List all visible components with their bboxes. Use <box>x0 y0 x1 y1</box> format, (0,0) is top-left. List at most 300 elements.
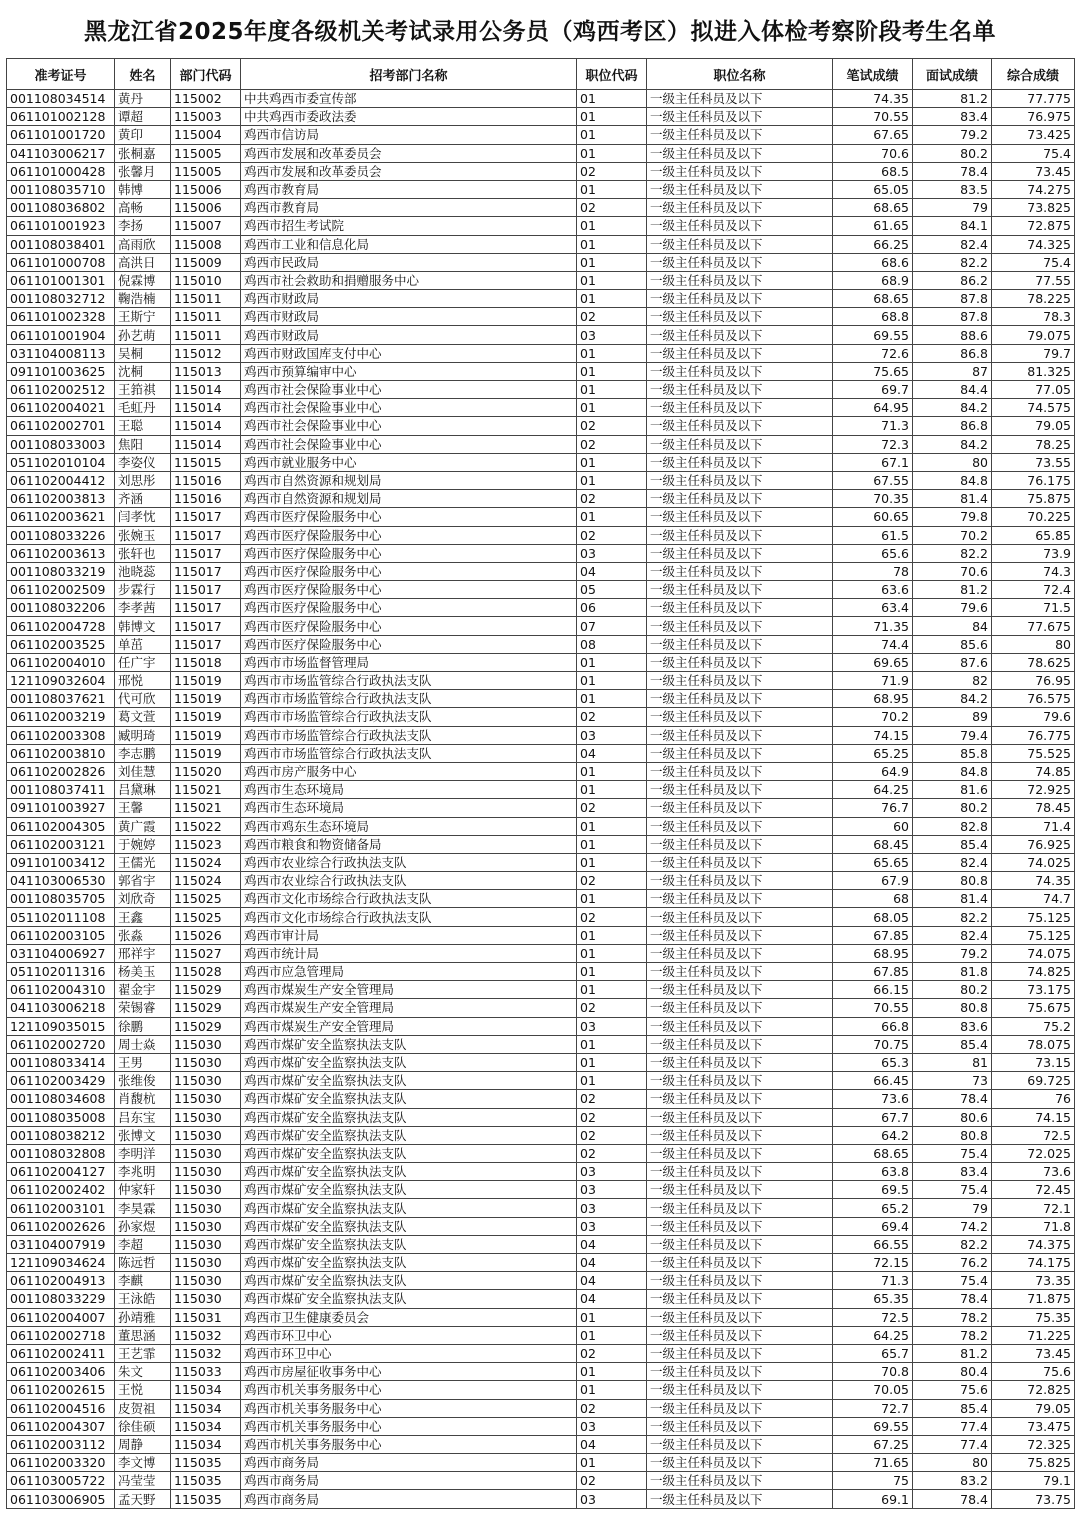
header-name: 姓名 <box>115 59 171 90</box>
position-name-cell: 一级主任科员及以下 <box>647 453 833 471</box>
name-cell: 陈远哲 <box>115 1254 171 1272</box>
name-cell: 徐鹏 <box>115 1017 171 1035</box>
written-score-cell: 76.7 <box>833 799 913 817</box>
dept-name-cell: 鸡西市社会保险事业中心 <box>241 381 577 399</box>
dept-code-cell: 115035 <box>171 1472 241 1490</box>
name-cell: 邢悦 <box>115 672 171 690</box>
position-name-cell: 一级主任科员及以下 <box>647 872 833 890</box>
position-name-cell: 一级主任科员及以下 <box>647 1417 833 1435</box>
position-name-cell: 一级主任科员及以下 <box>647 799 833 817</box>
table-row <box>7 1053 1075 1071</box>
table-row <box>7 872 1075 890</box>
dept-name-cell: 鸡西市招生考试院 <box>241 217 577 235</box>
exam-id-cell: 031104006927 <box>7 944 115 962</box>
interview-score-cell: 82.2 <box>913 544 992 562</box>
position-code-cell: 02 <box>577 799 647 817</box>
dept-name-cell: 鸡西市煤矿安全监察执法支队 <box>241 1108 577 1126</box>
written-score-cell: 65.2 <box>833 1199 913 1217</box>
total-score-cell: 75.4 <box>992 144 1075 162</box>
position-name-cell: 一级主任科员及以下 <box>647 890 833 908</box>
position-name-cell: 一级主任科员及以下 <box>647 1053 833 1071</box>
dept-code-cell: 115032 <box>171 1344 241 1362</box>
table-row <box>7 199 1075 217</box>
dept-name-cell: 鸡西市房产服务中心 <box>241 762 577 780</box>
dept-code-cell: 115030 <box>171 1053 241 1071</box>
position-code-cell: 03 <box>577 1199 647 1217</box>
exam-id-cell: 061102002509 <box>7 581 115 599</box>
interview-score-cell: 75.6 <box>913 1381 992 1399</box>
table-row <box>7 1290 1075 1308</box>
position-code-cell: 01 <box>577 1326 647 1344</box>
position-name-cell: 一级主任科员及以下 <box>647 1108 833 1126</box>
position-name-cell: 一级主任科员及以下 <box>647 817 833 835</box>
table-row <box>7 1326 1075 1344</box>
exam-id-cell: 001108032808 <box>7 1144 115 1162</box>
dept-code-cell: 115030 <box>171 1290 241 1308</box>
position-name-cell: 一级主任科员及以下 <box>647 1472 833 1490</box>
position-code-cell: 01 <box>577 1363 647 1381</box>
position-name-cell: 一级主任科员及以下 <box>647 180 833 198</box>
written-score-cell: 61.65 <box>833 217 913 235</box>
position-name-cell: 一级主任科员及以下 <box>647 1035 833 1053</box>
interview-score-cell: 84.8 <box>913 762 992 780</box>
name-cell: 张淼 <box>115 926 171 944</box>
dept-name-cell: 鸡西市煤炭生产安全管理局 <box>241 1017 577 1035</box>
total-score-cell: 75.825 <box>992 1454 1075 1472</box>
written-score-cell: 68 <box>833 890 913 908</box>
interview-score-cell: 82.2 <box>913 908 992 926</box>
interview-score-cell: 83.6 <box>913 1017 992 1035</box>
name-cell: 李孝茜 <box>115 599 171 617</box>
written-score-cell: 70.8 <box>833 1363 913 1381</box>
dept-name-cell: 鸡西市就业服务中心 <box>241 453 577 471</box>
written-score-cell: 68.65 <box>833 290 913 308</box>
dept-name-cell: 鸡西市煤矿安全监察执法支队 <box>241 1090 577 1108</box>
position-name-cell: 一级主任科员及以下 <box>647 1290 833 1308</box>
interview-score-cell: 81.8 <box>913 963 992 981</box>
dept-name-cell: 鸡西市煤矿安全监察执法支队 <box>241 1254 577 1272</box>
dept-code-cell: 115030 <box>171 1035 241 1053</box>
interview-score-cell: 73 <box>913 1072 992 1090</box>
total-score-cell: 65.85 <box>992 526 1075 544</box>
written-score-cell: 71.9 <box>833 672 913 690</box>
position-name-cell: 一级主任科员及以下 <box>647 362 833 380</box>
dept-name-cell: 鸡西市煤矿安全监察执法支队 <box>241 1144 577 1162</box>
exam-id-cell: 001108032206 <box>7 599 115 617</box>
dept-name-cell: 鸡西市煤炭生产安全管理局 <box>241 999 577 1017</box>
position-code-cell: 02 <box>577 1399 647 1417</box>
position-name-cell: 一级主任科员及以下 <box>647 1126 833 1144</box>
dept-code-cell: 115005 <box>171 162 241 180</box>
position-name-cell: 一级主任科员及以下 <box>647 526 833 544</box>
name-cell: 臧明琦 <box>115 726 171 744</box>
dept-code-cell: 115030 <box>171 1144 241 1162</box>
written-score-cell: 69.55 <box>833 326 913 344</box>
position-code-cell: 01 <box>577 399 647 417</box>
position-code-cell: 03 <box>577 544 647 562</box>
exam-id-cell: 061102003320 <box>7 1454 115 1472</box>
interview-score-cell: 79.2 <box>913 944 992 962</box>
position-name-cell: 一级主任科员及以下 <box>647 326 833 344</box>
position-code-cell: 01 <box>577 108 647 126</box>
position-name-cell: 一级主任科员及以下 <box>647 781 833 799</box>
name-cell: 孙靖雅 <box>115 1308 171 1326</box>
dept-name-cell: 鸡西市市场监管综合行政执法支队 <box>241 672 577 690</box>
position-name-cell: 一级主任科员及以下 <box>647 1381 833 1399</box>
candidate-table <box>6 58 1075 1509</box>
interview-score-cell: 85.4 <box>913 835 992 853</box>
exam-id-cell: 001108037411 <box>7 781 115 799</box>
dept-name-cell: 鸡西市民政局 <box>241 253 577 271</box>
dept-code-cell: 115017 <box>171 544 241 562</box>
position-code-cell: 03 <box>577 1181 647 1199</box>
total-score-cell: 72.1 <box>992 1199 1075 1217</box>
table-row <box>7 581 1075 599</box>
written-score-cell: 61.5 <box>833 526 913 544</box>
position-name-cell: 一级主任科员及以下 <box>647 1454 833 1472</box>
position-name-cell: 一级主任科员及以下 <box>647 690 833 708</box>
position-code-cell: 01 <box>577 1454 647 1472</box>
total-score-cell: 73.55 <box>992 453 1075 471</box>
interview-score-cell: 82.4 <box>913 853 992 871</box>
exam-id-cell: 001108035705 <box>7 890 115 908</box>
dept-name-cell: 鸡西市鸡东生态环境局 <box>241 817 577 835</box>
written-score-cell: 75.65 <box>833 362 913 380</box>
interview-score-cell: 84.4 <box>913 381 992 399</box>
header-exam-id: 准考证号 <box>7 59 115 90</box>
exam-id-cell: 001108035008 <box>7 1108 115 1126</box>
written-score-cell: 67.7 <box>833 1108 913 1126</box>
name-cell: 吴桐 <box>115 344 171 362</box>
written-score-cell: 63.8 <box>833 1163 913 1181</box>
exam-id-cell: 061101000708 <box>7 253 115 271</box>
dept-name-cell: 鸡西市医疗保险服务中心 <box>241 581 577 599</box>
exam-id-cell: 061102004412 <box>7 471 115 489</box>
dept-code-cell: 115023 <box>171 835 241 853</box>
table-row <box>7 1108 1075 1126</box>
position-name-cell: 一级主任科员及以下 <box>647 1144 833 1162</box>
dept-name-cell: 鸡西市教育局 <box>241 180 577 198</box>
exam-id-cell: 041103006218 <box>7 999 115 1017</box>
interview-score-cell: 78.2 <box>913 1326 992 1344</box>
dept-code-cell: 115016 <box>171 471 241 489</box>
table-row <box>7 144 1075 162</box>
exam-id-cell: 061102003121 <box>7 835 115 853</box>
dept-name-cell: 鸡西市预算编审中心 <box>241 362 577 380</box>
position-name-cell: 一级主任科员及以下 <box>647 1181 833 1199</box>
dept-code-cell: 115017 <box>171 617 241 635</box>
total-score-cell: 74.325 <box>992 235 1075 253</box>
interview-score-cell: 81.2 <box>913 1344 992 1362</box>
header-position-code: 职位代码 <box>577 59 647 90</box>
position-name-cell: 一级主任科员及以下 <box>647 944 833 962</box>
dept-name-cell: 鸡西市煤矿安全监察执法支队 <box>241 1217 577 1235</box>
position-code-cell: 02 <box>577 1090 647 1108</box>
exam-id-cell: 061101001301 <box>7 271 115 289</box>
total-score-cell: 73.825 <box>992 199 1075 217</box>
exam-id-cell: 061101000428 <box>7 162 115 180</box>
table-row <box>7 726 1075 744</box>
dept-name-cell: 鸡西市医疗保险服务中心 <box>241 508 577 526</box>
interview-score-cell: 77.4 <box>913 1417 992 1435</box>
position-code-cell: 02 <box>577 908 647 926</box>
table-header-row <box>7 59 1075 90</box>
table-row <box>7 781 1075 799</box>
name-cell: 王鑫 <box>115 908 171 926</box>
exam-id-cell: 091101003412 <box>7 853 115 871</box>
written-score-cell: 66.15 <box>833 981 913 999</box>
position-code-cell: 04 <box>577 562 647 580</box>
position-code-cell: 01 <box>577 944 647 962</box>
total-score-cell: 77.775 <box>992 90 1075 108</box>
exam-id-cell: 061102003621 <box>7 508 115 526</box>
total-score-cell: 76.975 <box>992 108 1075 126</box>
dept-name-cell: 鸡西市卫生健康委员会 <box>241 1308 577 1326</box>
total-score-cell: 76.95 <box>992 672 1075 690</box>
position-code-cell: 03 <box>577 1163 647 1181</box>
interview-score-cell: 83.5 <box>913 180 992 198</box>
position-code-cell: 04 <box>577 1254 647 1272</box>
exam-id-cell: 001108033414 <box>7 1053 115 1071</box>
position-code-cell: 01 <box>577 453 647 471</box>
interview-score-cell: 89 <box>913 708 992 726</box>
dept-code-cell: 115014 <box>171 435 241 453</box>
dept-code-cell: 115027 <box>171 944 241 962</box>
dept-name-cell: 鸡西市煤矿安全监察执法支队 <box>241 1235 577 1253</box>
total-score-cell: 72.5 <box>992 1126 1075 1144</box>
name-cell: 孟天野 <box>115 1490 171 1508</box>
interview-score-cell: 84.2 <box>913 690 992 708</box>
written-score-cell: 63.4 <box>833 599 913 617</box>
total-score-cell: 74.15 <box>992 1108 1075 1126</box>
name-cell: 王悦 <box>115 1381 171 1399</box>
position-name-cell: 一级主任科员及以下 <box>647 999 833 1017</box>
dept-code-cell: 115024 <box>171 872 241 890</box>
name-cell: 李志鹏 <box>115 744 171 762</box>
table-row <box>7 271 1075 289</box>
position-code-cell: 02 <box>577 308 647 326</box>
position-code-cell: 08 <box>577 635 647 653</box>
interview-score-cell: 75.4 <box>913 1272 992 1290</box>
table-row <box>7 1344 1075 1362</box>
dept-code-cell: 115030 <box>171 1199 241 1217</box>
dept-name-cell: 鸡西市市场监管综合行政执法支队 <box>241 690 577 708</box>
table-row <box>7 635 1075 653</box>
dept-name-cell: 鸡西市社会救助和捐赠服务中心 <box>241 271 577 289</box>
position-code-cell: 01 <box>577 362 647 380</box>
name-cell: 李文博 <box>115 1454 171 1472</box>
dept-name-cell: 鸡西市环卫中心 <box>241 1326 577 1344</box>
name-cell: 董思涵 <box>115 1326 171 1344</box>
name-cell: 周静 <box>115 1435 171 1453</box>
total-score-cell: 78.225 <box>992 290 1075 308</box>
exam-id-cell: 061102002826 <box>7 762 115 780</box>
written-score-cell: 65.7 <box>833 1344 913 1362</box>
name-cell: 仲家轩 <box>115 1181 171 1199</box>
dept-name-cell: 鸡西市自然资源和规划局 <box>241 490 577 508</box>
written-score-cell: 71.35 <box>833 617 913 635</box>
table-row <box>7 1490 1075 1508</box>
dept-code-cell: 115012 <box>171 344 241 362</box>
name-cell: 韩博文 <box>115 617 171 635</box>
table-row <box>7 1199 1075 1217</box>
table-row <box>7 1435 1075 1453</box>
dept-name-cell: 鸡西市财政国库支付中心 <box>241 344 577 362</box>
exam-id-cell: 061102003813 <box>7 490 115 508</box>
table-row <box>7 1417 1075 1435</box>
dept-code-cell: 115016 <box>171 490 241 508</box>
written-score-cell: 69.7 <box>833 381 913 399</box>
interview-score-cell: 84.2 <box>913 435 992 453</box>
exam-id-cell: 061102004127 <box>7 1163 115 1181</box>
written-score-cell: 74.4 <box>833 635 913 653</box>
dept-code-cell: 115020 <box>171 762 241 780</box>
name-cell: 池晓蕊 <box>115 562 171 580</box>
total-score-cell: 72.875 <box>992 217 1075 235</box>
written-score-cell: 64.95 <box>833 399 913 417</box>
header-total-score: 综合成绩 <box>992 59 1075 90</box>
dept-name-cell: 鸡西市煤矿安全监察执法支队 <box>241 1199 577 1217</box>
name-cell: 王艺霏 <box>115 1344 171 1362</box>
position-name-cell: 一级主任科员及以下 <box>647 762 833 780</box>
total-score-cell: 74.075 <box>992 944 1075 962</box>
written-score-cell: 67.85 <box>833 963 913 981</box>
table-row <box>7 326 1075 344</box>
position-code-cell: 02 <box>577 1144 647 1162</box>
total-score-cell: 70.225 <box>992 508 1075 526</box>
dept-code-cell: 115006 <box>171 199 241 217</box>
exam-id-cell: 001108033229 <box>7 1290 115 1308</box>
position-code-cell: 01 <box>577 835 647 853</box>
position-code-cell: 01 <box>577 1053 647 1071</box>
total-score-cell: 71.875 <box>992 1290 1075 1308</box>
total-score-cell: 79.1 <box>992 1472 1075 1490</box>
table-row <box>7 126 1075 144</box>
name-cell: 王男 <box>115 1053 171 1071</box>
interview-score-cell: 87 <box>913 362 992 380</box>
interview-score-cell: 82.8 <box>913 817 992 835</box>
written-score-cell: 67.65 <box>833 126 913 144</box>
total-score-cell: 71.8 <box>992 1217 1075 1235</box>
total-score-cell: 78.25 <box>992 435 1075 453</box>
dept-code-cell: 115006 <box>171 180 241 198</box>
position-code-cell: 02 <box>577 199 647 217</box>
table-row <box>7 1363 1075 1381</box>
position-name-cell: 一级主任科员及以下 <box>647 217 833 235</box>
dept-code-cell: 115004 <box>171 126 241 144</box>
dept-code-cell: 115021 <box>171 781 241 799</box>
dept-code-cell: 115030 <box>171 1163 241 1181</box>
dept-name-cell: 鸡西市财政局 <box>241 308 577 326</box>
table-row <box>7 1217 1075 1235</box>
written-score-cell: 64.9 <box>833 762 913 780</box>
total-score-cell: 79.05 <box>992 417 1075 435</box>
table-row <box>7 853 1075 871</box>
interview-score-cell: 82.4 <box>913 235 992 253</box>
interview-score-cell: 83.2 <box>913 1472 992 1490</box>
interview-score-cell: 80.6 <box>913 1108 992 1126</box>
name-cell: 朱文 <box>115 1363 171 1381</box>
written-score-cell: 69.5 <box>833 1181 913 1199</box>
name-cell: 李姿仪 <box>115 453 171 471</box>
interview-score-cell: 80.8 <box>913 1126 992 1144</box>
dept-name-cell: 鸡西市煤矿安全监察执法支队 <box>241 1126 577 1144</box>
dept-name-cell: 鸡西市发展和改革委员会 <box>241 144 577 162</box>
dept-code-cell: 115009 <box>171 253 241 271</box>
position-code-cell: 04 <box>577 744 647 762</box>
table-row <box>7 708 1075 726</box>
dept-code-cell: 115026 <box>171 926 241 944</box>
table-row <box>7 526 1075 544</box>
written-score-cell: 69.55 <box>833 1417 913 1435</box>
table-row <box>7 617 1075 635</box>
position-code-cell: 01 <box>577 344 647 362</box>
name-cell: 鞠浩楠 <box>115 290 171 308</box>
name-cell: 黄印 <box>115 126 171 144</box>
total-score-cell: 75.2 <box>992 1017 1075 1035</box>
dept-code-cell: 115019 <box>171 690 241 708</box>
position-code-cell: 01 <box>577 853 647 871</box>
written-score-cell: 60.65 <box>833 508 913 526</box>
position-code-cell: 01 <box>577 690 647 708</box>
table-row <box>7 562 1075 580</box>
written-score-cell: 68.95 <box>833 690 913 708</box>
name-cell: 毛虹丹 <box>115 399 171 417</box>
dept-name-cell: 鸡西市应急管理局 <box>241 963 577 981</box>
written-score-cell: 68.8 <box>833 308 913 326</box>
dept-code-cell: 115018 <box>171 653 241 671</box>
dept-code-cell: 115005 <box>171 144 241 162</box>
total-score-cell: 74.35 <box>992 872 1075 890</box>
dept-code-cell: 115034 <box>171 1399 241 1417</box>
dept-name-cell: 鸡西市商务局 <box>241 1490 577 1508</box>
dept-name-cell: 鸡西市农业综合行政执法支队 <box>241 872 577 890</box>
table-row <box>7 290 1075 308</box>
position-name-cell: 一级主任科员及以下 <box>647 581 833 599</box>
position-code-cell: 01 <box>577 180 647 198</box>
position-code-cell: 03 <box>577 1417 647 1435</box>
total-score-cell: 74.025 <box>992 853 1075 871</box>
exam-id-cell: 061102003308 <box>7 726 115 744</box>
dept-code-cell: 115011 <box>171 290 241 308</box>
exam-id-cell: 061101001923 <box>7 217 115 235</box>
table-row <box>7 108 1075 126</box>
position-name-cell: 一级主任科员及以下 <box>647 635 833 653</box>
interview-score-cell: 80.8 <box>913 872 992 890</box>
position-code-cell: 02 <box>577 999 647 1017</box>
written-score-cell: 70.75 <box>833 1035 913 1053</box>
dept-name-cell: 鸡西市煤矿安全监察执法支队 <box>241 1290 577 1308</box>
name-cell: 高洪日 <box>115 253 171 271</box>
interview-score-cell: 80 <box>913 453 992 471</box>
total-score-cell: 77.675 <box>992 617 1075 635</box>
dept-code-cell: 115013 <box>171 362 241 380</box>
table-row <box>7 1017 1075 1035</box>
exam-id-cell: 001108033226 <box>7 526 115 544</box>
total-score-cell: 77.05 <box>992 381 1075 399</box>
exam-id-cell: 061102004007 <box>7 1308 115 1326</box>
position-code-cell: 01 <box>577 1035 647 1053</box>
total-score-cell: 79.05 <box>992 1399 1075 1417</box>
table-row <box>7 1072 1075 1090</box>
interview-score-cell: 78.4 <box>913 1090 992 1108</box>
name-cell: 吕东宝 <box>115 1108 171 1126</box>
position-name-cell: 一级主任科员及以下 <box>647 490 833 508</box>
table-row <box>7 381 1075 399</box>
exam-id-cell: 061102004021 <box>7 399 115 417</box>
total-score-cell: 71.4 <box>992 817 1075 835</box>
exam-id-cell: 061102003429 <box>7 1072 115 1090</box>
